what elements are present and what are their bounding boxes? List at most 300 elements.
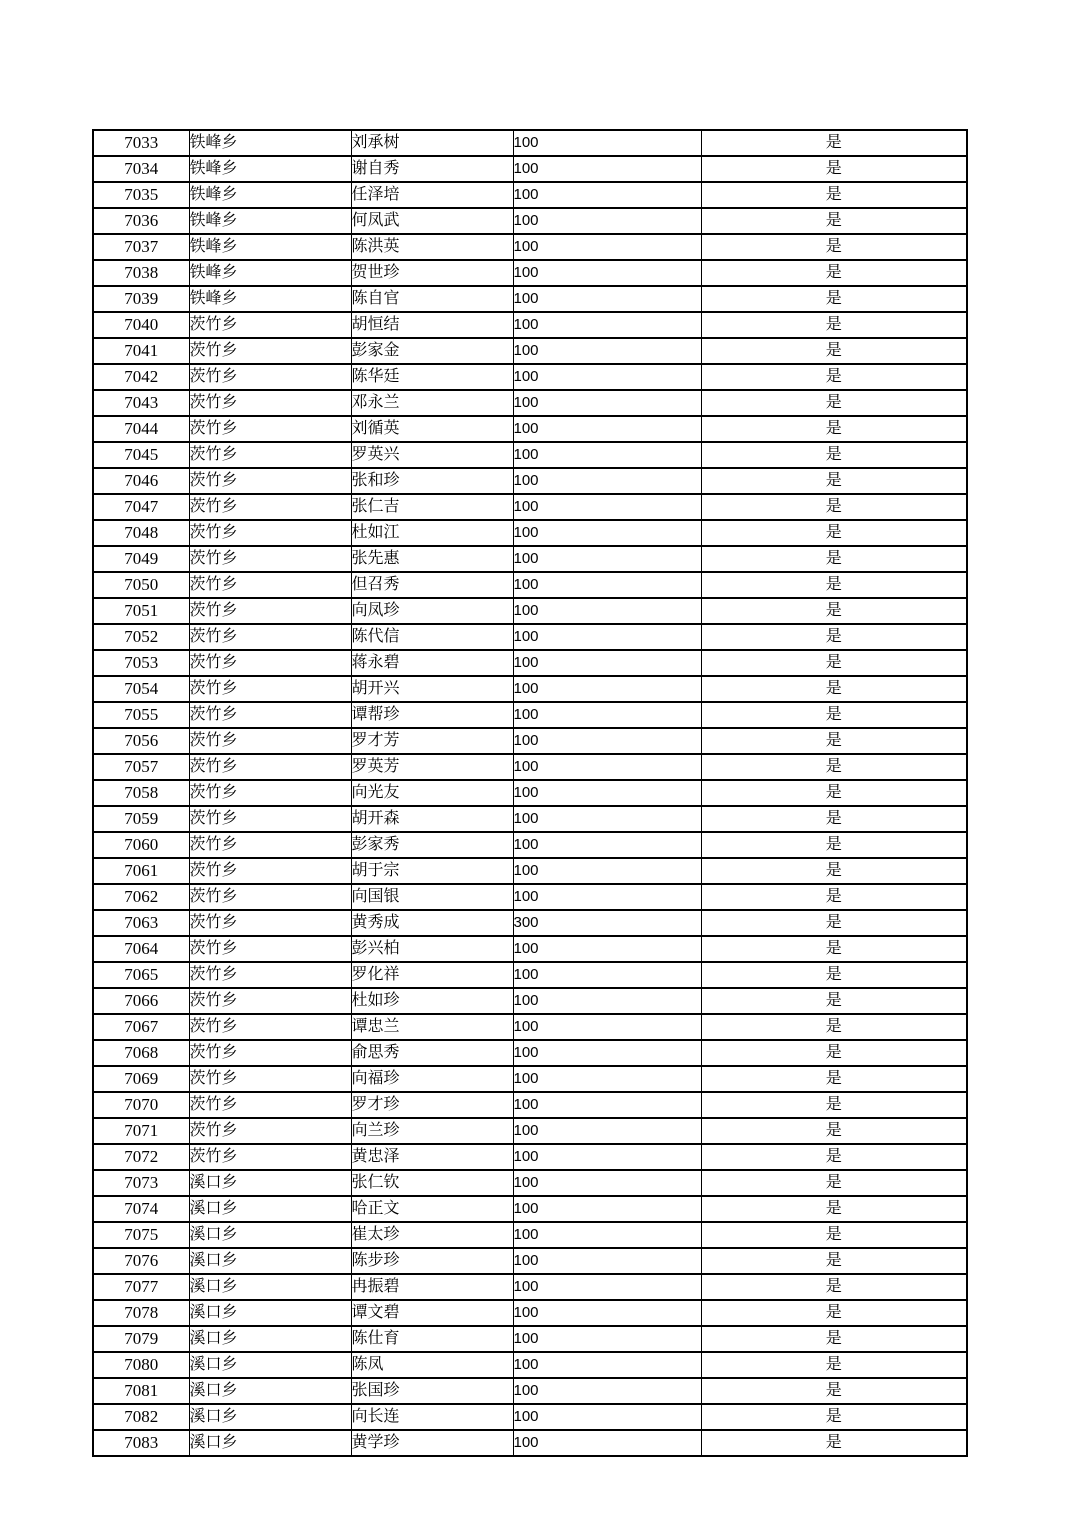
cell-name: 谭帮珍 — [351, 702, 513, 728]
table-row — [93, 1300, 967, 1326]
cell-amount: 100 — [513, 806, 701, 832]
cell-township: 溪口乡 — [189, 1404, 351, 1430]
cell-amount: 100 — [513, 520, 701, 546]
table-row — [93, 416, 967, 442]
cell-confirmed: 是 — [701, 1014, 967, 1040]
cell-confirmed: 是 — [701, 1222, 967, 1248]
cell-township: 茨竹乡 — [189, 494, 351, 520]
cell-id: 7053 — [93, 650, 189, 676]
table-row — [93, 806, 967, 832]
cell-amount: 100 — [513, 780, 701, 806]
cell-id: 7074 — [93, 1196, 189, 1222]
cell-confirmed: 是 — [701, 338, 967, 364]
cell-confirmed: 是 — [701, 390, 967, 416]
cell-township: 铁峰乡 — [189, 208, 351, 234]
cell-id: 7050 — [93, 572, 189, 598]
cell-name: 陈华廷 — [351, 364, 513, 390]
cell-id: 7052 — [93, 624, 189, 650]
cell-amount: 100 — [513, 546, 701, 572]
cell-amount: 100 — [513, 1118, 701, 1144]
table-row — [93, 1144, 967, 1170]
cell-name: 胡开森 — [351, 806, 513, 832]
cell-amount: 100 — [513, 234, 701, 260]
cell-id: 7040 — [93, 312, 189, 338]
cell-amount: 100 — [513, 208, 701, 234]
cell-confirmed: 是 — [701, 754, 967, 780]
cell-confirmed: 是 — [701, 1196, 967, 1222]
cell-name: 陈洪英 — [351, 234, 513, 260]
cell-confirmed: 是 — [701, 1352, 967, 1378]
cell-amount: 100 — [513, 494, 701, 520]
cell-confirmed: 是 — [701, 1092, 967, 1118]
cell-name: 谢自秀 — [351, 156, 513, 182]
cell-township: 茨竹乡 — [189, 1040, 351, 1066]
cell-name: 陈代信 — [351, 624, 513, 650]
cell-confirmed: 是 — [701, 1118, 967, 1144]
cell-amount: 100 — [513, 364, 701, 390]
cell-id: 7069 — [93, 1066, 189, 1092]
table-row — [93, 1404, 967, 1430]
cell-name: 何凤武 — [351, 208, 513, 234]
cell-confirmed: 是 — [701, 702, 967, 728]
cell-confirmed: 是 — [701, 1430, 967, 1456]
cell-confirmed: 是 — [701, 806, 967, 832]
cell-name: 胡恒结 — [351, 312, 513, 338]
table-row — [93, 1118, 967, 1144]
cell-township: 茨竹乡 — [189, 780, 351, 806]
cell-township: 茨竹乡 — [189, 988, 351, 1014]
cell-confirmed: 是 — [701, 494, 967, 520]
cell-id: 7065 — [93, 962, 189, 988]
cell-name: 向福珍 — [351, 1066, 513, 1092]
cell-name: 张仁钦 — [351, 1170, 513, 1196]
cell-name: 张国珍 — [351, 1378, 513, 1404]
cell-confirmed: 是 — [701, 130, 967, 156]
cell-amount: 100 — [513, 624, 701, 650]
cell-confirmed: 是 — [701, 1326, 967, 1352]
cell-id: 7054 — [93, 676, 189, 702]
cell-id: 7058 — [93, 780, 189, 806]
cell-id: 7075 — [93, 1222, 189, 1248]
cell-id: 7076 — [93, 1248, 189, 1274]
cell-name: 但召秀 — [351, 572, 513, 598]
cell-township: 茨竹乡 — [189, 624, 351, 650]
cell-confirmed: 是 — [701, 572, 967, 598]
cell-name: 黄秀成 — [351, 910, 513, 936]
table-row — [93, 156, 967, 182]
cell-id: 7066 — [93, 988, 189, 1014]
cell-confirmed: 是 — [701, 1248, 967, 1274]
records-table — [92, 129, 968, 1457]
cell-confirmed: 是 — [701, 624, 967, 650]
cell-amount: 100 — [513, 1274, 701, 1300]
cell-amount: 100 — [513, 1092, 701, 1118]
cell-name: 蒋永碧 — [351, 650, 513, 676]
cell-name: 谭文碧 — [351, 1300, 513, 1326]
cell-name: 杜如珍 — [351, 988, 513, 1014]
cell-confirmed: 是 — [701, 676, 967, 702]
table-row — [93, 390, 967, 416]
cell-id: 7060 — [93, 832, 189, 858]
cell-name: 冉振碧 — [351, 1274, 513, 1300]
cell-confirmed: 是 — [701, 208, 967, 234]
cell-id: 7067 — [93, 1014, 189, 1040]
table-row — [93, 988, 967, 1014]
cell-name: 罗英兴 — [351, 442, 513, 468]
table-row — [93, 312, 967, 338]
cell-township: 茨竹乡 — [189, 1144, 351, 1170]
cell-township: 茨竹乡 — [189, 520, 351, 546]
cell-id: 7033 — [93, 130, 189, 156]
cell-confirmed: 是 — [701, 988, 967, 1014]
table-row — [93, 130, 967, 156]
cell-name: 俞思秀 — [351, 1040, 513, 1066]
cell-id: 7064 — [93, 936, 189, 962]
cell-name: 罗化祥 — [351, 962, 513, 988]
cell-id: 7044 — [93, 416, 189, 442]
cell-township: 茨竹乡 — [189, 858, 351, 884]
cell-amount: 100 — [513, 156, 701, 182]
cell-amount: 100 — [513, 182, 701, 208]
cell-confirmed: 是 — [701, 650, 967, 676]
cell-amount: 100 — [513, 312, 701, 338]
cell-amount: 100 — [513, 390, 701, 416]
cell-id: 7073 — [93, 1170, 189, 1196]
table-row — [93, 442, 967, 468]
cell-confirmed: 是 — [701, 598, 967, 624]
cell-name: 任泽培 — [351, 182, 513, 208]
cell-amount: 100 — [513, 1222, 701, 1248]
table-row — [93, 1274, 967, 1300]
cell-township: 茨竹乡 — [189, 884, 351, 910]
cell-township: 茨竹乡 — [189, 936, 351, 962]
cell-township: 茨竹乡 — [189, 468, 351, 494]
cell-name: 向国银 — [351, 884, 513, 910]
cell-amount: 100 — [513, 1378, 701, 1404]
cell-township: 溪口乡 — [189, 1248, 351, 1274]
cell-township: 茨竹乡 — [189, 338, 351, 364]
table-row — [93, 598, 967, 624]
cell-amount: 100 — [513, 1196, 701, 1222]
cell-confirmed: 是 — [701, 312, 967, 338]
cell-id: 7056 — [93, 728, 189, 754]
cell-township: 茨竹乡 — [189, 546, 351, 572]
table-row — [93, 1014, 967, 1040]
table-row — [93, 494, 967, 520]
cell-name: 向长连 — [351, 1404, 513, 1430]
cell-amount: 100 — [513, 650, 701, 676]
table-row — [93, 676, 967, 702]
cell-confirmed: 是 — [701, 442, 967, 468]
cell-amount: 100 — [513, 858, 701, 884]
cell-name: 胡于宗 — [351, 858, 513, 884]
cell-amount: 100 — [513, 676, 701, 702]
cell-id: 7042 — [93, 364, 189, 390]
cell-township: 茨竹乡 — [189, 754, 351, 780]
table-row — [93, 728, 967, 754]
cell-confirmed: 是 — [701, 182, 967, 208]
cell-confirmed: 是 — [701, 1040, 967, 1066]
cell-amount: 100 — [513, 832, 701, 858]
cell-amount: 100 — [513, 572, 701, 598]
table-row — [93, 1378, 967, 1404]
cell-township: 铁峰乡 — [189, 130, 351, 156]
cell-township: 茨竹乡 — [189, 598, 351, 624]
cell-id: 7049 — [93, 546, 189, 572]
cell-id: 7071 — [93, 1118, 189, 1144]
cell-name: 罗英芳 — [351, 754, 513, 780]
cell-id: 7037 — [93, 234, 189, 260]
cell-id: 7038 — [93, 260, 189, 286]
cell-amount: 100 — [513, 1300, 701, 1326]
cell-confirmed: 是 — [701, 1274, 967, 1300]
cell-township: 茨竹乡 — [189, 390, 351, 416]
table-row — [93, 208, 967, 234]
cell-township: 溪口乡 — [189, 1378, 351, 1404]
cell-confirmed: 是 — [701, 1404, 967, 1430]
table-row — [93, 858, 967, 884]
cell-id: 7080 — [93, 1352, 189, 1378]
cell-confirmed: 是 — [701, 234, 967, 260]
cell-amount: 100 — [513, 1404, 701, 1430]
table-row — [93, 234, 967, 260]
cell-name: 贺世珍 — [351, 260, 513, 286]
cell-name: 彭兴柏 — [351, 936, 513, 962]
cell-township: 茨竹乡 — [189, 702, 351, 728]
cell-township: 茨竹乡 — [189, 572, 351, 598]
cell-id: 7035 — [93, 182, 189, 208]
cell-name: 向兰珍 — [351, 1118, 513, 1144]
table-row — [93, 702, 967, 728]
table-row — [93, 286, 967, 312]
cell-name: 陈步珍 — [351, 1248, 513, 1274]
cell-township: 铁峰乡 — [189, 234, 351, 260]
cell-confirmed: 是 — [701, 156, 967, 182]
cell-id: 7079 — [93, 1326, 189, 1352]
cell-township: 铁峰乡 — [189, 182, 351, 208]
cell-id: 7051 — [93, 598, 189, 624]
cell-id: 7083 — [93, 1430, 189, 1456]
cell-township: 铁峰乡 — [189, 260, 351, 286]
table-row — [93, 520, 967, 546]
cell-name: 崔太珍 — [351, 1222, 513, 1248]
cell-confirmed: 是 — [701, 286, 967, 312]
cell-amount: 100 — [513, 1066, 701, 1092]
cell-name: 杜如江 — [351, 520, 513, 546]
cell-township: 茨竹乡 — [189, 650, 351, 676]
cell-township: 茨竹乡 — [189, 1092, 351, 1118]
cell-amount: 100 — [513, 468, 701, 494]
cell-name: 邓永兰 — [351, 390, 513, 416]
cell-amount: 100 — [513, 260, 701, 286]
cell-township: 茨竹乡 — [189, 1118, 351, 1144]
cell-township: 茨竹乡 — [189, 364, 351, 390]
cell-confirmed: 是 — [701, 936, 967, 962]
cell-township: 茨竹乡 — [189, 806, 351, 832]
cell-amount: 100 — [513, 1326, 701, 1352]
cell-name: 张先惠 — [351, 546, 513, 572]
cell-amount: 100 — [513, 286, 701, 312]
records-table-body — [93, 130, 967, 1456]
table-row — [93, 572, 967, 598]
table-row — [93, 546, 967, 572]
cell-amount: 100 — [513, 962, 701, 988]
cell-name: 张和珍 — [351, 468, 513, 494]
cell-township: 溪口乡 — [189, 1222, 351, 1248]
table-row — [93, 1326, 967, 1352]
cell-name: 谭忠兰 — [351, 1014, 513, 1040]
cell-id: 7063 — [93, 910, 189, 936]
cell-township: 溪口乡 — [189, 1274, 351, 1300]
cell-township: 茨竹乡 — [189, 1066, 351, 1092]
cell-township: 铁峰乡 — [189, 286, 351, 312]
cell-amount: 100 — [513, 130, 701, 156]
cell-amount: 100 — [513, 416, 701, 442]
cell-confirmed: 是 — [701, 1378, 967, 1404]
cell-township: 茨竹乡 — [189, 832, 351, 858]
table-row — [93, 1430, 967, 1456]
cell-name: 陈凤 — [351, 1352, 513, 1378]
cell-id: 7057 — [93, 754, 189, 780]
cell-id: 7068 — [93, 1040, 189, 1066]
table-row — [93, 260, 967, 286]
cell-township: 茨竹乡 — [189, 312, 351, 338]
cell-township: 茨竹乡 — [189, 962, 351, 988]
cell-id: 7072 — [93, 1144, 189, 1170]
cell-township: 溪口乡 — [189, 1430, 351, 1456]
cell-name: 向光友 — [351, 780, 513, 806]
cell-amount: 100 — [513, 338, 701, 364]
cell-id: 7062 — [93, 884, 189, 910]
table-row — [93, 1092, 967, 1118]
cell-id: 7055 — [93, 702, 189, 728]
cell-amount: 100 — [513, 884, 701, 910]
cell-confirmed: 是 — [701, 832, 967, 858]
table-row — [93, 364, 967, 390]
table-row — [93, 1066, 967, 1092]
cell-id: 7034 — [93, 156, 189, 182]
table-row — [93, 338, 967, 364]
cell-id: 7043 — [93, 390, 189, 416]
cell-amount: 100 — [513, 702, 701, 728]
cell-amount: 100 — [513, 936, 701, 962]
cell-id: 7036 — [93, 208, 189, 234]
cell-confirmed: 是 — [701, 858, 967, 884]
cell-name: 罗才芳 — [351, 728, 513, 754]
cell-id: 7061 — [93, 858, 189, 884]
cell-id: 7045 — [93, 442, 189, 468]
cell-township: 溪口乡 — [189, 1300, 351, 1326]
cell-name: 罗才珍 — [351, 1092, 513, 1118]
cell-id: 7041 — [93, 338, 189, 364]
table-row — [93, 624, 967, 650]
cell-name: 陈自官 — [351, 286, 513, 312]
cell-name: 胡开兴 — [351, 676, 513, 702]
cell-confirmed: 是 — [701, 1144, 967, 1170]
cell-amount: 100 — [513, 1144, 701, 1170]
cell-confirmed: 是 — [701, 546, 967, 572]
cell-township: 铁峰乡 — [189, 156, 351, 182]
table-row — [93, 182, 967, 208]
cell-confirmed: 是 — [701, 416, 967, 442]
cell-confirmed: 是 — [701, 884, 967, 910]
cell-amount: 300 — [513, 910, 701, 936]
cell-id: 7047 — [93, 494, 189, 520]
cell-amount: 100 — [513, 1352, 701, 1378]
cell-confirmed: 是 — [701, 1170, 967, 1196]
table-row — [93, 1196, 967, 1222]
cell-amount: 100 — [513, 1040, 701, 1066]
table-row — [93, 650, 967, 676]
table-row — [93, 936, 967, 962]
cell-confirmed: 是 — [701, 910, 967, 936]
cell-id: 7046 — [93, 468, 189, 494]
cell-township: 茨竹乡 — [189, 416, 351, 442]
cell-confirmed: 是 — [701, 728, 967, 754]
cell-name: 刘承树 — [351, 130, 513, 156]
cell-id: 7048 — [93, 520, 189, 546]
cell-confirmed: 是 — [701, 260, 967, 286]
cell-confirmed: 是 — [701, 780, 967, 806]
cell-confirmed: 是 — [701, 962, 967, 988]
cell-id: 7077 — [93, 1274, 189, 1300]
cell-township: 溪口乡 — [189, 1196, 351, 1222]
cell-township: 茨竹乡 — [189, 728, 351, 754]
table-row — [93, 962, 967, 988]
cell-amount: 100 — [513, 988, 701, 1014]
cell-id: 7070 — [93, 1092, 189, 1118]
cell-name: 张仁吉 — [351, 494, 513, 520]
cell-id: 7039 — [93, 286, 189, 312]
cell-confirmed: 是 — [701, 520, 967, 546]
cell-confirmed: 是 — [701, 364, 967, 390]
cell-name: 陈仕育 — [351, 1326, 513, 1352]
cell-name: 向凤珍 — [351, 598, 513, 624]
cell-amount: 100 — [513, 1014, 701, 1040]
cell-amount: 100 — [513, 728, 701, 754]
cell-township: 溪口乡 — [189, 1170, 351, 1196]
cell-name: 彭家金 — [351, 338, 513, 364]
cell-confirmed: 是 — [701, 1300, 967, 1326]
cell-township: 茨竹乡 — [189, 676, 351, 702]
cell-amount: 100 — [513, 754, 701, 780]
cell-confirmed: 是 — [701, 1066, 967, 1092]
table-row — [93, 780, 967, 806]
cell-township: 茨竹乡 — [189, 910, 351, 936]
cell-amount: 100 — [513, 598, 701, 624]
table-row — [93, 1248, 967, 1274]
table-row — [93, 1040, 967, 1066]
cell-amount: 100 — [513, 1430, 701, 1456]
cell-township: 茨竹乡 — [189, 1014, 351, 1040]
table-row — [93, 1170, 967, 1196]
cell-id: 7081 — [93, 1378, 189, 1404]
table-row — [93, 468, 967, 494]
table-row — [93, 884, 967, 910]
cell-name: 刘循英 — [351, 416, 513, 442]
cell-amount: 100 — [513, 1170, 701, 1196]
cell-amount: 100 — [513, 1248, 701, 1274]
cell-id: 7082 — [93, 1404, 189, 1430]
cell-id: 7078 — [93, 1300, 189, 1326]
table-row — [93, 754, 967, 780]
cell-township: 溪口乡 — [189, 1326, 351, 1352]
table-row — [93, 910, 967, 936]
table-row — [93, 1352, 967, 1378]
cell-amount: 100 — [513, 442, 701, 468]
table-row — [93, 832, 967, 858]
cell-name: 哈正文 — [351, 1196, 513, 1222]
